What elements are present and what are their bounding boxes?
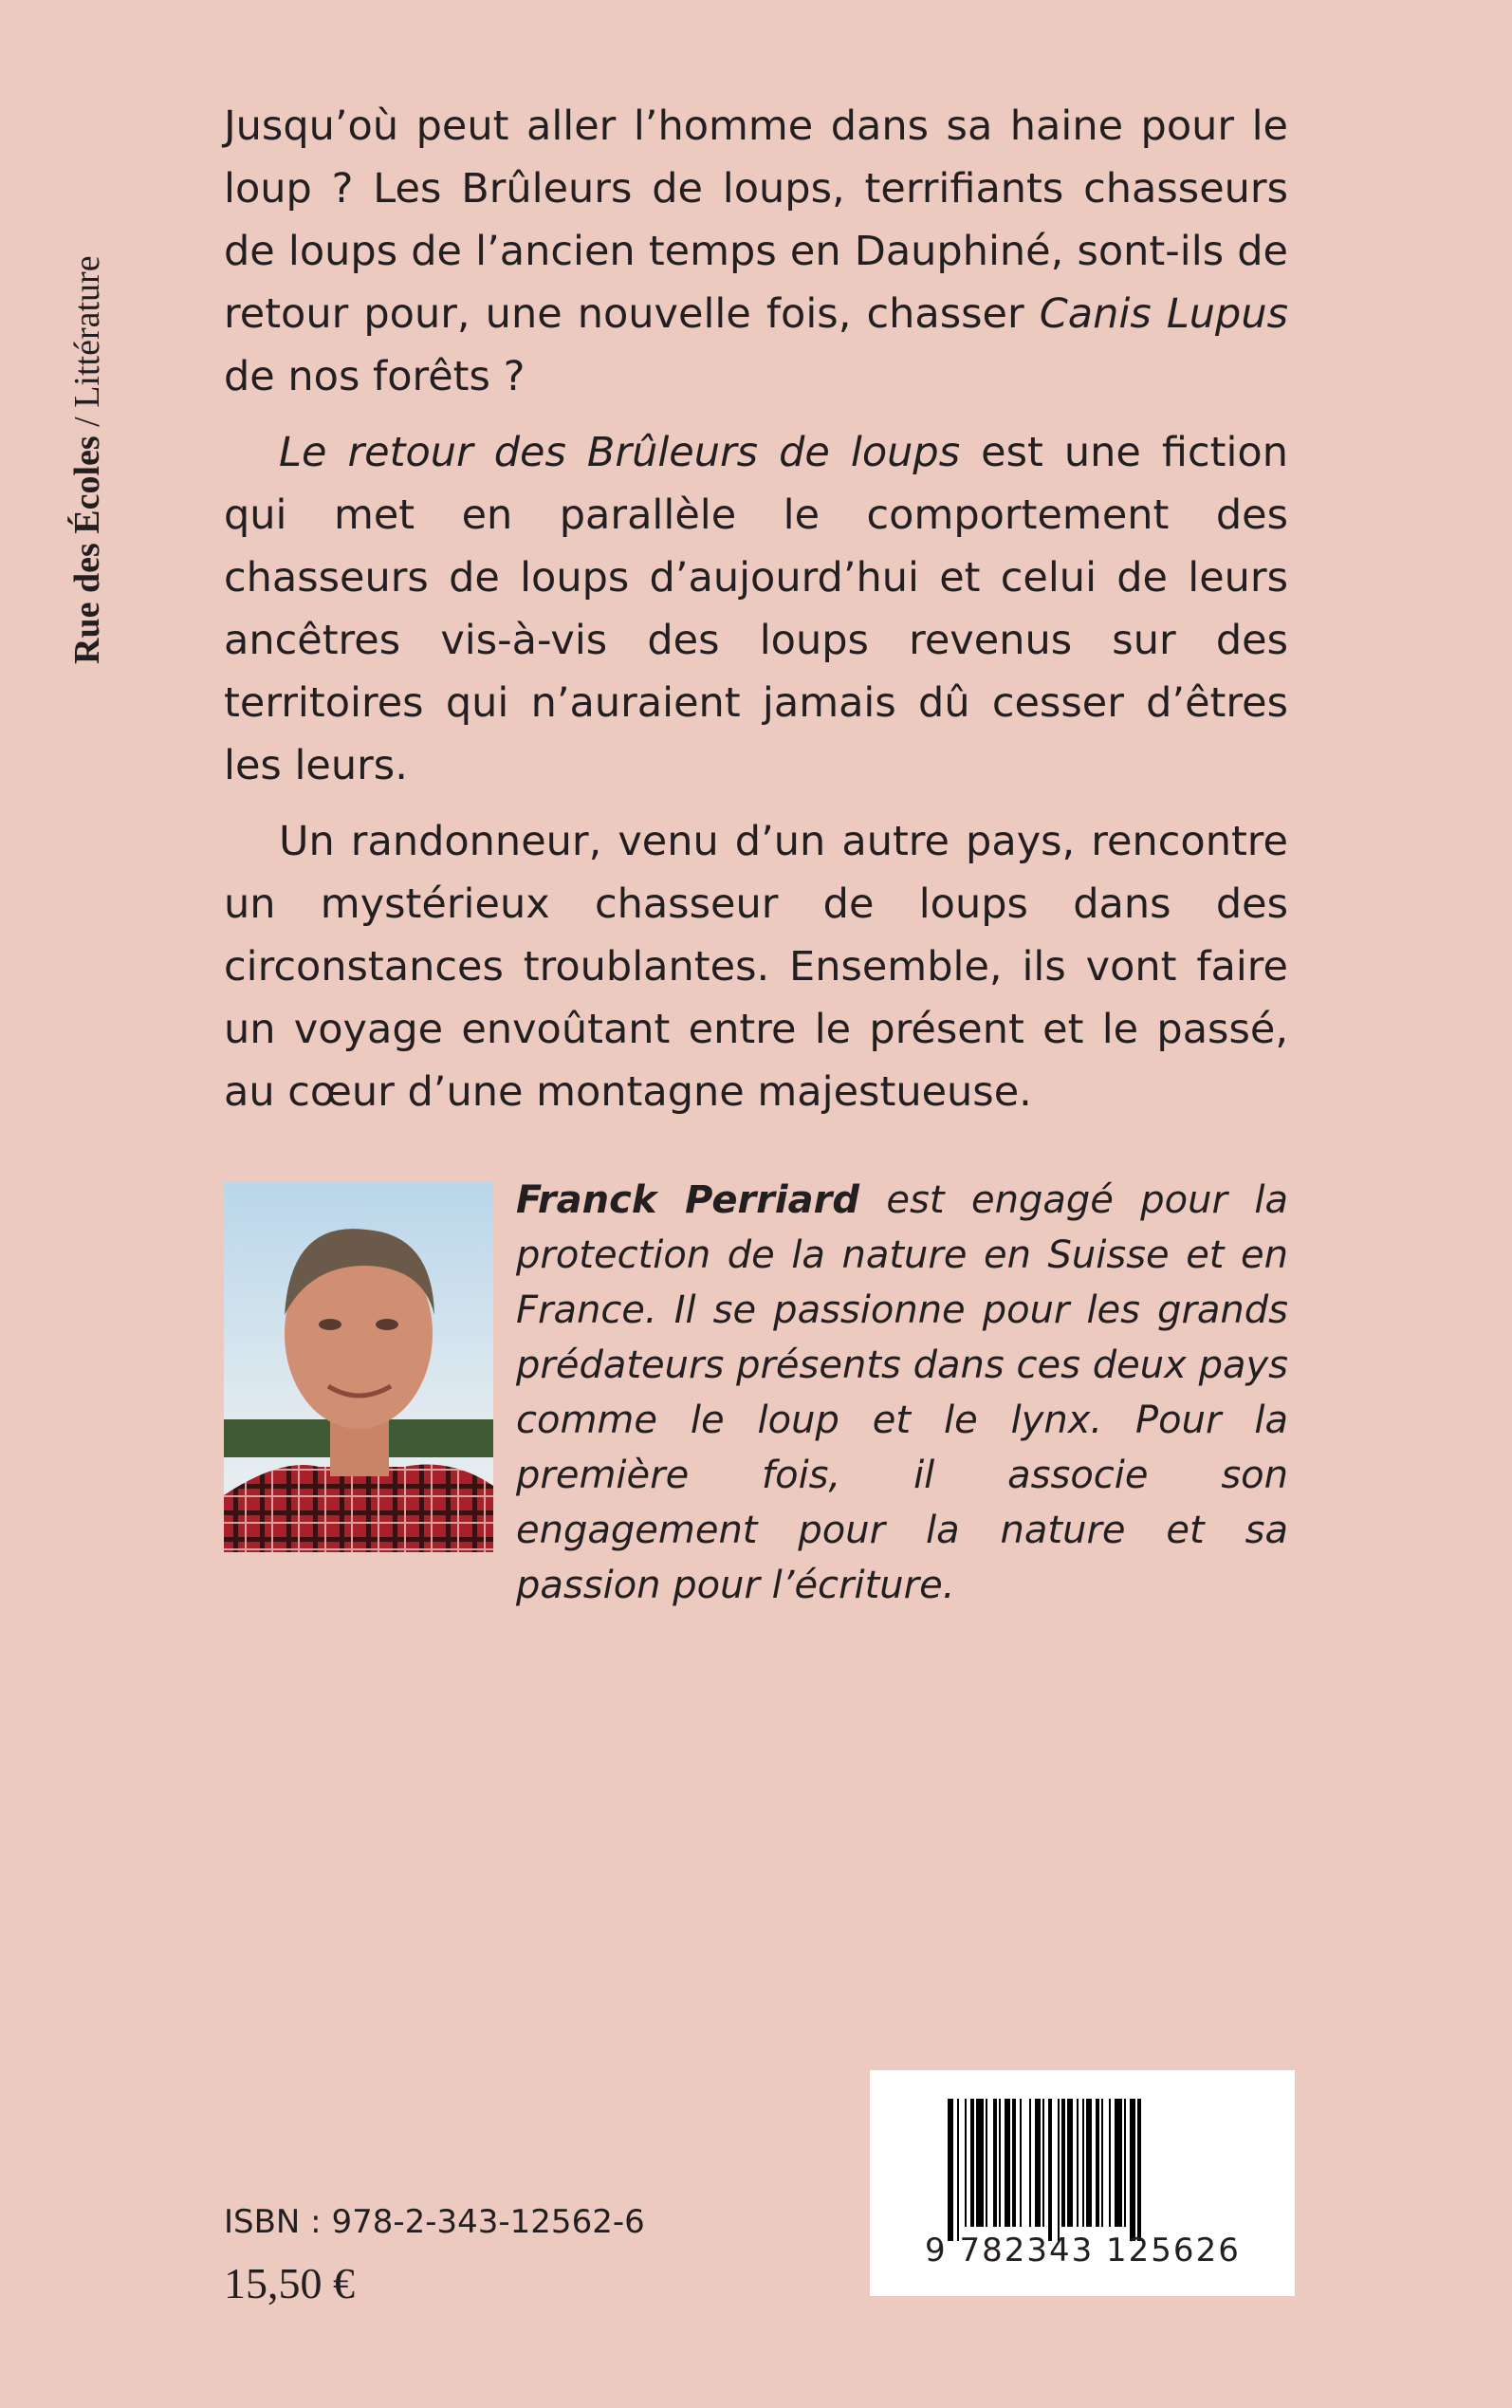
- spine-separator: /: [67, 407, 107, 436]
- barcode-bar: [1082, 2099, 1084, 2227]
- barcode-digits: 9 782343 125626: [925, 2232, 1241, 2269]
- barcode-bar: [1020, 2099, 1022, 2227]
- barcode-bar: [1067, 2099, 1073, 2227]
- barcode-bar: [1109, 2099, 1111, 2227]
- barcode-bar: [976, 2099, 984, 2227]
- book-title: Le retour des Brûleurs de loups: [279, 429, 961, 476]
- isbn: ISBN : 978-2-343-12562-6: [224, 2203, 645, 2241]
- blurb: [224, 95, 1288, 1137]
- barcode-bar: [1048, 2099, 1052, 2241]
- barcode-bar: [970, 2099, 974, 2227]
- author-photo: [224, 1182, 493, 1552]
- barcode-bar: [986, 2099, 987, 2227]
- barcode-bar: [1096, 2099, 1099, 2227]
- blurb-paragraph-3: Un randonneur, venu d’un autre pays, rencontre un mystérieux chasseur de loups dans des circonstances troublantes. Ensemble, ils vont faire un voyage envoûtant entre le présent et le passé, au cœur d’une montagne majestueuse.: [224, 818, 1288, 1116]
- barcode-bar: [948, 2099, 953, 2241]
- series-name: Rue des Écoles: [67, 435, 107, 664]
- barcode-bar: [1012, 2099, 1016, 2227]
- barcode-bar: [1005, 2099, 1010, 2227]
- barcode-bar: [993, 2099, 997, 2227]
- spine-label: [66, 255, 108, 664]
- barcode: [870, 2070, 1295, 2296]
- blurb-paragraph-1: Jusqu’où peut aller l’homme dans sa haine pour le loup ? Les Brûleurs de loups, terrifiants chasseurs de loups de l’ancien temps en Dauphiné, sont-ils de retour pour, une nouvelle fois, chasser Canis Lupus de nos forêts ?: [224, 102, 1288, 400]
- price: 15,50 €: [224, 2259, 355, 2307]
- author-name: Franck Perriard: [516, 1178, 859, 1222]
- author-bio-text: est engagé pour la protection de la nature en Suisse et en France. Il se passionne pour les grands prédateurs présents dans ces deux pays comme le loup et le lynx. Pour la première fois, il associe son engagement pour la nature et sa passion pour l’écriture.: [516, 1178, 1289, 1607]
- barcode-bar: [1137, 2099, 1141, 2241]
- author-bio: [516, 1173, 1288, 1613]
- barcode-bar: [1061, 2099, 1065, 2227]
- barcode-bar: [965, 2099, 967, 2227]
- barcode-bar: [1124, 2099, 1126, 2227]
- barcode-bar: [1115, 2099, 1122, 2227]
- blurb-paragraph-2: Le retour des Brûleurs de loups est une fiction qui met en parallèle le comportement des chasseurs de loups d’aujourd’hui et celui de leurs ancêtres vis-à-vis des loups revenus sur des territoires qui n’auraient jamais dû cesser d’êtres les leurs.: [224, 429, 1288, 789]
- barcode-bar: [1042, 2099, 1044, 2227]
- barcode-bar: [1130, 2099, 1135, 2241]
- barcode-bar: [999, 2099, 1001, 2227]
- author-photo-illustration: [224, 1182, 493, 1552]
- category-name: Littérature: [67, 255, 107, 408]
- barcode-bar: [1086, 2099, 1092, 2227]
- barcode-bar: [1035, 2099, 1041, 2227]
- barcode-bar: [1077, 2099, 1079, 2227]
- barcode-bar: [1101, 2099, 1103, 2227]
- barcode-bar: [1029, 2099, 1031, 2227]
- species-name: Canis Lupus: [1039, 290, 1288, 338]
- barcode-bar: [957, 2099, 959, 2241]
- barcode-bar: [1058, 2099, 1060, 2241]
